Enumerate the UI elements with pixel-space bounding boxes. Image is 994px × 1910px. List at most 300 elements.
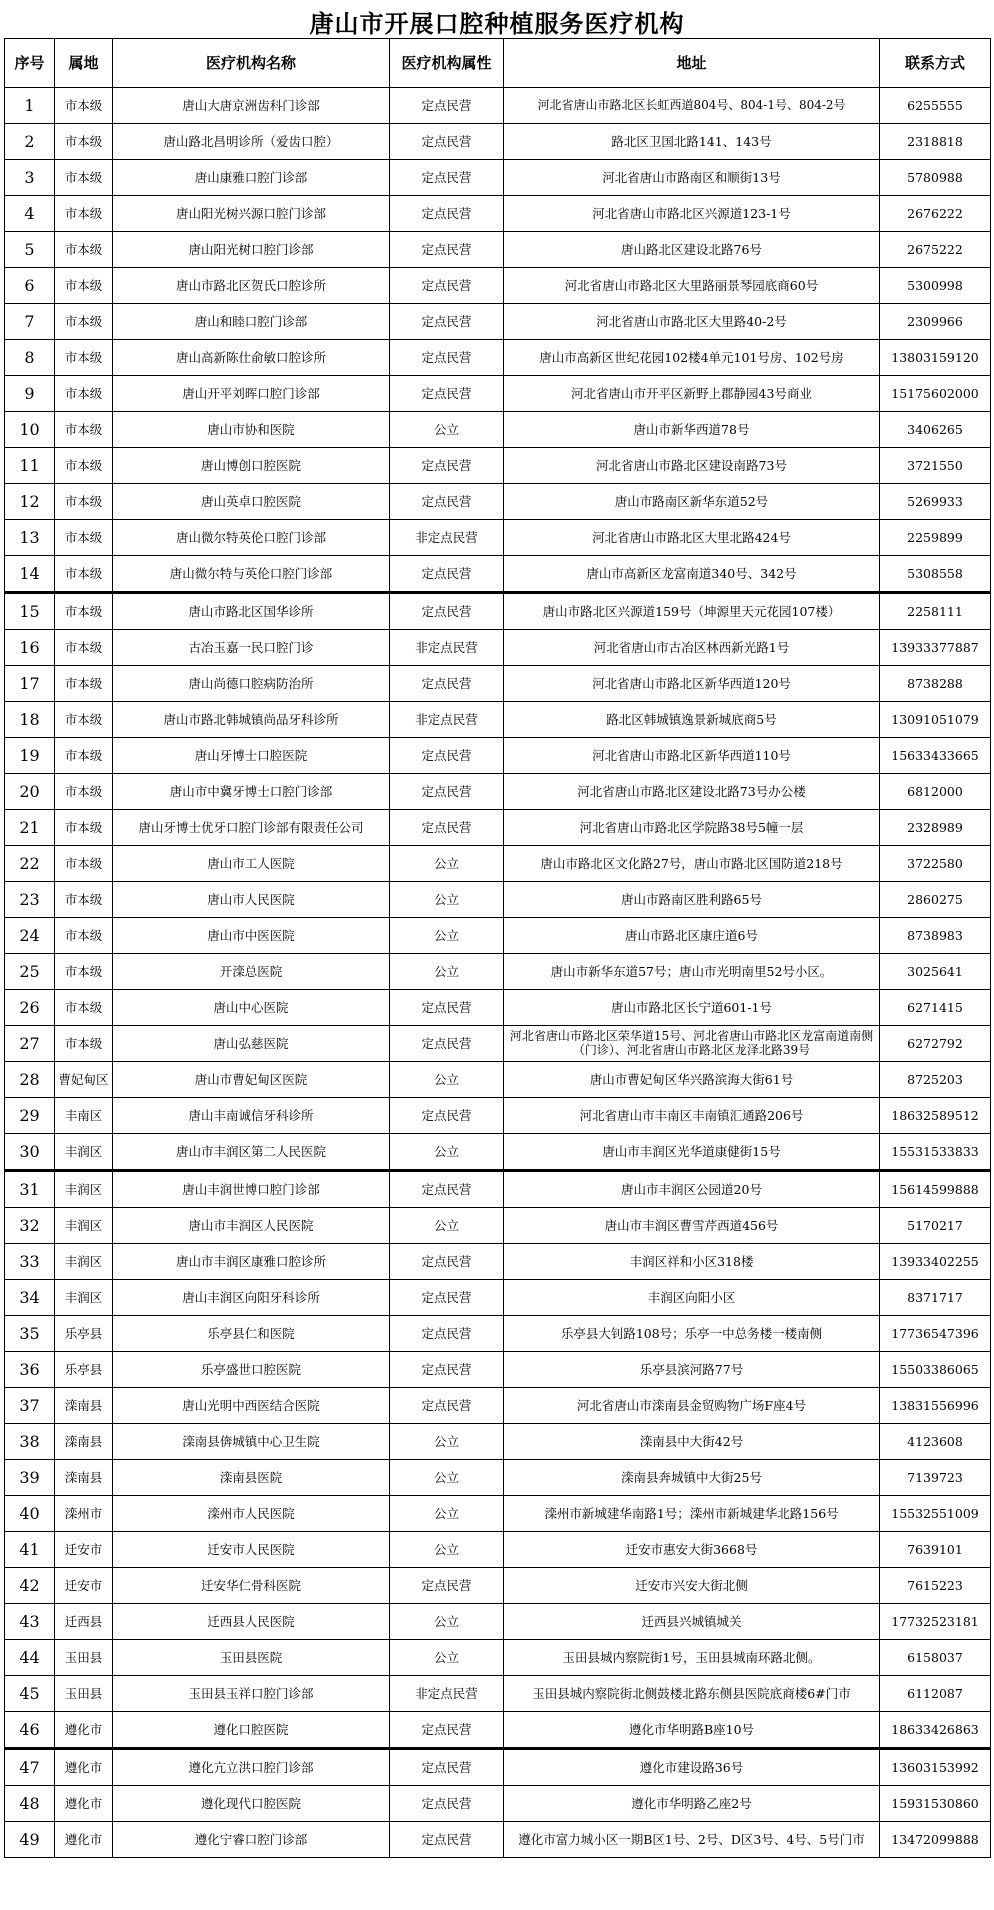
cell-contact: 6158037 xyxy=(880,1640,991,1676)
cell-no: 31 xyxy=(5,1171,55,1208)
cell-area: 丰南区 xyxy=(55,1098,113,1134)
cell-contact: 5300998 xyxy=(880,268,991,304)
cell-area: 市本级 xyxy=(55,738,113,774)
cell-contact: 6112087 xyxy=(880,1676,991,1712)
cell-type: 公立 xyxy=(390,1532,504,1568)
cell-address: 唐山市丰润区公园道20号 xyxy=(504,1171,880,1208)
cell-contact: 8738983 xyxy=(880,918,991,954)
cell-no: 18 xyxy=(5,702,55,738)
cell-contact: 17736547396 xyxy=(880,1316,991,1352)
cell-name: 古冶玉嘉一民口腔门诊 xyxy=(113,630,390,666)
cell-name: 唐山市曹妃甸区医院 xyxy=(113,1062,390,1098)
cell-no: 15 xyxy=(5,593,55,630)
cell-no: 42 xyxy=(5,1568,55,1604)
cell-name: 遵化宁睿口腔门诊部 xyxy=(113,1822,390,1858)
cell-contact: 15175602000 xyxy=(880,376,991,412)
cell-no: 2 xyxy=(5,124,55,160)
table-row xyxy=(5,1244,991,1280)
cell-name: 唐山牙博士口腔医院 xyxy=(113,738,390,774)
cell-type: 公立 xyxy=(390,1062,504,1098)
cell-area: 迁安市 xyxy=(55,1568,113,1604)
cell-contact: 3025641 xyxy=(880,954,991,990)
cell-name: 滦南县倴城镇中心卫生院 xyxy=(113,1424,390,1460)
cell-type: 定点民营 xyxy=(390,774,504,810)
cell-name: 唐山微尔特与英伦口腔门诊部 xyxy=(113,556,390,593)
cell-address: 唐山市曹妃甸区华兴路滨海大街61号 xyxy=(504,1062,880,1098)
cell-address: 遵化市华明路乙座2号 xyxy=(504,1786,880,1822)
cell-name: 唐山市中冀牙博士口腔门诊部 xyxy=(113,774,390,810)
cell-area: 滦州市 xyxy=(55,1496,113,1532)
table-row xyxy=(5,1171,991,1208)
cell-name: 唐山丰润区向阳牙科诊所 xyxy=(113,1280,390,1316)
cell-contact: 13933402255 xyxy=(880,1244,991,1280)
cell-address: 丰润区向阳小区 xyxy=(504,1280,880,1316)
cell-type: 定点民营 xyxy=(390,376,504,412)
cell-address: 唐山市丰润区光华道康健街15号 xyxy=(504,1134,880,1171)
cell-name: 唐山阳光树兴源口腔门诊部 xyxy=(113,196,390,232)
cell-no: 11 xyxy=(5,448,55,484)
cell-area: 遵化市 xyxy=(55,1712,113,1749)
table-row xyxy=(5,810,991,846)
cell-area: 市本级 xyxy=(55,702,113,738)
cell-no: 33 xyxy=(5,1244,55,1280)
cell-type: 非定点民营 xyxy=(390,630,504,666)
cell-area: 市本级 xyxy=(55,340,113,376)
cell-name: 乐亭盛世口腔医院 xyxy=(113,1352,390,1388)
cell-address: 玉田县城内察院街北侧鼓楼北路东侧县医院底商楼6#门市 xyxy=(504,1676,880,1712)
cell-name: 唐山市路北韩城镇尚品牙科诊所 xyxy=(113,702,390,738)
cell-address: 遵化市建设路36号 xyxy=(504,1749,880,1786)
cell-address: 路北区韩城镇逸景新城底商5号 xyxy=(504,702,880,738)
cell-address: 唐山市路北区文化路27号，唐山市路北区国防道218号 xyxy=(504,846,880,882)
cell-address: 河北省唐山市路北区大里路丽景琴园底商60号 xyxy=(504,268,880,304)
cell-no: 4 xyxy=(5,196,55,232)
cell-contact: 2318818 xyxy=(880,124,991,160)
header-name: 医疗机构名称 xyxy=(113,39,390,88)
cell-area: 滦南县 xyxy=(55,1424,113,1460)
cell-name: 迁安华仁骨科医院 xyxy=(113,1568,390,1604)
cell-address: 唐山市新华东道57号；唐山市光明南里52号小区。 xyxy=(504,954,880,990)
table-row xyxy=(5,160,991,196)
cell-contact: 15531533833 xyxy=(880,1134,991,1171)
cell-name: 唐山市路北区贺氏口腔诊所 xyxy=(113,268,390,304)
cell-type: 非定点民营 xyxy=(390,1676,504,1712)
cell-type: 公立 xyxy=(390,918,504,954)
cell-contact: 13803159120 xyxy=(880,340,991,376)
cell-contact: 8725203 xyxy=(880,1062,991,1098)
cell-no: 13 xyxy=(5,520,55,556)
cell-area: 遵化市 xyxy=(55,1749,113,1786)
cell-area: 市本级 xyxy=(55,196,113,232)
cell-address: 唐山市路北区兴源道159号（坤源里天元花园107楼） xyxy=(504,593,880,630)
table-row xyxy=(5,1424,991,1460)
cell-contact: 2259899 xyxy=(880,520,991,556)
cell-name: 唐山丰南诚信牙科诊所 xyxy=(113,1098,390,1134)
cell-contact: 13603153992 xyxy=(880,1749,991,1786)
cell-address: 唐山路北区建设北路76号 xyxy=(504,232,880,268)
cell-area: 市本级 xyxy=(55,520,113,556)
cell-no: 23 xyxy=(5,882,55,918)
cell-no: 3 xyxy=(5,160,55,196)
cell-type: 公立 xyxy=(390,1496,504,1532)
table-row xyxy=(5,484,991,520)
cell-contact: 8738288 xyxy=(880,666,991,702)
cell-area: 乐亭县 xyxy=(55,1316,113,1352)
cell-address: 河北省唐山市路北区学院路38号5幢一层 xyxy=(504,810,880,846)
cell-area: 曹妃甸区 xyxy=(55,1062,113,1098)
cell-no: 24 xyxy=(5,918,55,954)
cell-name: 唐山光明中西医结合医院 xyxy=(113,1388,390,1424)
cell-name: 遵化现代口腔医院 xyxy=(113,1786,390,1822)
cell-name: 唐山和睦口腔门诊部 xyxy=(113,304,390,340)
cell-area: 市本级 xyxy=(55,448,113,484)
table-row xyxy=(5,1388,991,1424)
cell-contact: 3721550 xyxy=(880,448,991,484)
table-row xyxy=(5,1676,991,1712)
cell-name: 滦州市人民医院 xyxy=(113,1496,390,1532)
cell-address: 河北省唐山市开平区新野上郡静园43号商业 xyxy=(504,376,880,412)
cell-address: 河北省唐山市路南区和顺街13号 xyxy=(504,160,880,196)
table-row xyxy=(5,1134,991,1171)
table-row xyxy=(5,448,991,484)
cell-area: 市本级 xyxy=(55,666,113,702)
cell-address: 河北省唐山市路北区大里路40-2号 xyxy=(504,304,880,340)
cell-address: 迁安市兴安大街北侧 xyxy=(504,1568,880,1604)
cell-no: 40 xyxy=(5,1496,55,1532)
cell-address: 乐亭县滨河路77号 xyxy=(504,1352,880,1388)
cell-area: 丰润区 xyxy=(55,1208,113,1244)
cell-address: 唐山市路北区康庄道6号 xyxy=(504,918,880,954)
cell-name: 唐山市人民医院 xyxy=(113,882,390,918)
cell-type: 定点民营 xyxy=(390,1388,504,1424)
cell-type: 定点民营 xyxy=(390,1316,504,1352)
cell-address: 丰润区祥和小区318楼 xyxy=(504,1244,880,1280)
cell-type: 公立 xyxy=(390,1424,504,1460)
cell-no: 17 xyxy=(5,666,55,702)
cell-no: 38 xyxy=(5,1424,55,1460)
table-row xyxy=(5,1640,991,1676)
cell-contact: 15503386065 xyxy=(880,1352,991,1388)
cell-area: 市本级 xyxy=(55,882,113,918)
cell-contact: 13472099888 xyxy=(880,1822,991,1858)
cell-contact: 6272792 xyxy=(880,1026,991,1062)
cell-contact: 7639101 xyxy=(880,1532,991,1568)
cell-type: 定点民营 xyxy=(390,232,504,268)
cell-no: 7 xyxy=(5,304,55,340)
cell-type: 定点民营 xyxy=(390,1280,504,1316)
cell-area: 市本级 xyxy=(55,990,113,1026)
header-no: 序号 xyxy=(5,39,55,88)
cell-area: 市本级 xyxy=(55,304,113,340)
cell-contact: 4123608 xyxy=(880,1424,991,1460)
cell-address: 遵化市华明路B座10号 xyxy=(504,1712,880,1749)
cell-no: 34 xyxy=(5,1280,55,1316)
cell-contact: 5170217 xyxy=(880,1208,991,1244)
cell-type: 定点民营 xyxy=(390,666,504,702)
cell-address: 唐山市路北区长宁道601-1号 xyxy=(504,990,880,1026)
table-row xyxy=(5,1026,991,1062)
table-row xyxy=(5,774,991,810)
cell-address: 河北省唐山市古冶区林西新光路1号 xyxy=(504,630,880,666)
cell-no: 16 xyxy=(5,630,55,666)
cell-contact: 13831556996 xyxy=(880,1388,991,1424)
cell-contact: 2309966 xyxy=(880,304,991,340)
cell-area: 乐亭县 xyxy=(55,1352,113,1388)
cell-name: 滦南县医院 xyxy=(113,1460,390,1496)
cell-name: 唐山牙博士优牙口腔门诊部有限责任公司 xyxy=(113,810,390,846)
cell-no: 43 xyxy=(5,1604,55,1640)
cell-area: 丰润区 xyxy=(55,1134,113,1171)
table-row xyxy=(5,88,991,124)
cell-contact: 13933377887 xyxy=(880,630,991,666)
cell-no: 28 xyxy=(5,1062,55,1098)
table-row xyxy=(5,1280,991,1316)
table-row xyxy=(5,1749,991,1786)
cell-address: 路北区卫国北路141、143号 xyxy=(504,124,880,160)
cell-type: 定点民营 xyxy=(390,448,504,484)
cell-area: 市本级 xyxy=(55,376,113,412)
cell-contact: 5780988 xyxy=(880,160,991,196)
cell-no: 5 xyxy=(5,232,55,268)
header-contact: 联系方式 xyxy=(880,39,991,88)
cell-contact: 15633433665 xyxy=(880,738,991,774)
cell-no: 36 xyxy=(5,1352,55,1388)
cell-no: 29 xyxy=(5,1098,55,1134)
cell-no: 32 xyxy=(5,1208,55,1244)
table-row xyxy=(5,1098,991,1134)
cell-name: 唐山博创口腔医院 xyxy=(113,448,390,484)
cell-name: 唐山高新陈仕俞敏口腔诊所 xyxy=(113,340,390,376)
table-row xyxy=(5,1604,991,1640)
cell-area: 丰润区 xyxy=(55,1171,113,1208)
cell-area: 市本级 xyxy=(55,630,113,666)
cell-type: 定点民营 xyxy=(390,1749,504,1786)
table-row xyxy=(5,918,991,954)
cell-name: 唐山市路北区国华诊所 xyxy=(113,593,390,630)
cell-contact: 15532551009 xyxy=(880,1496,991,1532)
cell-contact: 8371717 xyxy=(880,1280,991,1316)
cell-type: 定点民营 xyxy=(390,1244,504,1280)
cell-type: 定点民营 xyxy=(390,1822,504,1858)
cell-area: 市本级 xyxy=(55,1026,113,1062)
cell-name: 唐山微尔特英伦口腔门诊部 xyxy=(113,520,390,556)
cell-contact: 3406265 xyxy=(880,412,991,448)
cell-area: 市本级 xyxy=(55,124,113,160)
table-row xyxy=(5,666,991,702)
cell-area: 市本级 xyxy=(55,954,113,990)
cell-contact: 2676222 xyxy=(880,196,991,232)
table-row xyxy=(5,520,991,556)
table-row xyxy=(5,990,991,1026)
cell-address: 滦南县奔城镇中大街25号 xyxy=(504,1460,880,1496)
cell-type: 定点民营 xyxy=(390,990,504,1026)
cell-contact: 2258111 xyxy=(880,593,991,630)
table-row xyxy=(5,1208,991,1244)
cell-address: 迁西县兴城镇城关 xyxy=(504,1604,880,1640)
cell-address: 河北省唐山市路北区新华西道110号 xyxy=(504,738,880,774)
cell-name: 唐山弘慈医院 xyxy=(113,1026,390,1062)
cell-address: 唐山市丰润区曹雪芹西道456号 xyxy=(504,1208,880,1244)
cell-area: 市本级 xyxy=(55,774,113,810)
table-row xyxy=(5,304,991,340)
cell-name: 玉田县玉祥口腔门诊部 xyxy=(113,1676,390,1712)
cell-no: 19 xyxy=(5,738,55,774)
table-row xyxy=(5,196,991,232)
cell-name: 乐亭县仁和医院 xyxy=(113,1316,390,1352)
cell-type: 公立 xyxy=(390,1460,504,1496)
cell-name: 唐山市丰润区人民医院 xyxy=(113,1208,390,1244)
cell-no: 20 xyxy=(5,774,55,810)
cell-type: 定点民营 xyxy=(390,1098,504,1134)
cell-area: 市本级 xyxy=(55,412,113,448)
institution-table xyxy=(4,38,991,1858)
cell-name: 遵化口腔医院 xyxy=(113,1712,390,1749)
cell-name: 唐山康雅口腔门诊部 xyxy=(113,160,390,196)
cell-type: 定点民营 xyxy=(390,160,504,196)
cell-address: 河北省唐山市路北区建设北路73号办公楼 xyxy=(504,774,880,810)
cell-name: 唐山阳光树口腔门诊部 xyxy=(113,232,390,268)
table-row xyxy=(5,1712,991,1749)
header-type: 医疗机构属性 xyxy=(390,39,504,88)
table-row xyxy=(5,702,991,738)
cell-address: 河北省唐山市丰南区丰南镇汇通路206号 xyxy=(504,1098,880,1134)
cell-area: 玉田县 xyxy=(55,1676,113,1712)
table-row xyxy=(5,1352,991,1388)
cell-name: 唐山尚德口腔病防治所 xyxy=(113,666,390,702)
cell-address: 河北省唐山市路北区长虹西道804号、804-1号、804-2号 xyxy=(504,88,880,124)
table-row xyxy=(5,954,991,990)
cell-no: 21 xyxy=(5,810,55,846)
cell-type: 公立 xyxy=(390,1134,504,1171)
cell-no: 46 xyxy=(5,1712,55,1749)
cell-type: 非定点民营 xyxy=(390,702,504,738)
cell-name: 唐山丰润世博口腔门诊部 xyxy=(113,1171,390,1208)
header-area: 属地 xyxy=(55,39,113,88)
cell-area: 玉田县 xyxy=(55,1640,113,1676)
cell-address: 唐山市高新区龙富南道340号、342号 xyxy=(504,556,880,593)
cell-contact: 2860275 xyxy=(880,882,991,918)
cell-contact: 6271415 xyxy=(880,990,991,1026)
cell-area: 丰润区 xyxy=(55,1244,113,1280)
cell-type: 公立 xyxy=(390,1640,504,1676)
cell-name: 唐山中心医院 xyxy=(113,990,390,1026)
cell-contact: 5308558 xyxy=(880,556,991,593)
table-row xyxy=(5,232,991,268)
cell-contact: 2675222 xyxy=(880,232,991,268)
cell-address: 河北省唐山市路北区兴源道123-1号 xyxy=(504,196,880,232)
cell-type: 定点民营 xyxy=(390,484,504,520)
table-row xyxy=(5,593,991,630)
cell-type: 定点民营 xyxy=(390,124,504,160)
cell-address: 河北省唐山市路北区建设南路73号 xyxy=(504,448,880,484)
cell-name: 唐山大唐京洲齿科门诊部 xyxy=(113,88,390,124)
table-row xyxy=(5,846,991,882)
cell-area: 市本级 xyxy=(55,810,113,846)
table-body xyxy=(5,88,991,1858)
cell-type: 定点民营 xyxy=(390,738,504,774)
cell-type: 定点民营 xyxy=(390,268,504,304)
cell-no: 39 xyxy=(5,1460,55,1496)
cell-type: 定点民营 xyxy=(390,1568,504,1604)
cell-area: 市本级 xyxy=(55,484,113,520)
cell-name: 唐山市丰润区第二人民医院 xyxy=(113,1134,390,1171)
cell-contact: 17732523181 xyxy=(880,1604,991,1640)
cell-no: 25 xyxy=(5,954,55,990)
cell-address: 河北省唐山市路北区新华西道120号 xyxy=(504,666,880,702)
table-row xyxy=(5,630,991,666)
cell-address: 唐山市路南区胜利路65号 xyxy=(504,882,880,918)
cell-type: 公立 xyxy=(390,846,504,882)
cell-address: 唐山市新华西道78号 xyxy=(504,412,880,448)
cell-name: 遵化亢立洪口腔门诊部 xyxy=(113,1749,390,1786)
cell-no: 47 xyxy=(5,1749,55,1786)
cell-type: 公立 xyxy=(390,1208,504,1244)
cell-contact: 18633426863 xyxy=(880,1712,991,1749)
page-title: 唐山市开展口腔种植服务医疗机构 xyxy=(309,10,685,38)
cell-address: 乐亭县大钊路108号；乐亭一中总务楼一楼南侧 xyxy=(504,1316,880,1352)
cell-no: 9 xyxy=(5,376,55,412)
cell-no: 37 xyxy=(5,1388,55,1424)
table-row xyxy=(5,1316,991,1352)
cell-area: 滦南县 xyxy=(55,1388,113,1424)
cell-no: 27 xyxy=(5,1026,55,1062)
cell-type: 定点民营 xyxy=(390,1712,504,1749)
table-header-row xyxy=(5,39,991,88)
cell-name: 唐山市协和医院 xyxy=(113,412,390,448)
cell-type: 定点民营 xyxy=(390,810,504,846)
cell-address: 迁安市惠安大街3668号 xyxy=(504,1532,880,1568)
cell-name: 唐山英卓口腔医院 xyxy=(113,484,390,520)
cell-no: 41 xyxy=(5,1532,55,1568)
cell-address: 唐山市高新区世纪花园102楼4单元101号房、102号房 xyxy=(504,340,880,376)
cell-contact: 6255555 xyxy=(880,88,991,124)
cell-no: 26 xyxy=(5,990,55,1026)
cell-no: 49 xyxy=(5,1822,55,1858)
table-row xyxy=(5,412,991,448)
cell-area: 市本级 xyxy=(55,232,113,268)
cell-no: 45 xyxy=(5,1676,55,1712)
cell-contact: 2328989 xyxy=(880,810,991,846)
cell-address: 河北省唐山市滦南县金贸购物广场F座4号 xyxy=(504,1388,880,1424)
cell-contact: 6812000 xyxy=(880,774,991,810)
cell-contact: 15931530860 xyxy=(880,1786,991,1822)
cell-area: 迁西县 xyxy=(55,1604,113,1640)
cell-contact: 18632589512 xyxy=(880,1098,991,1134)
cell-name: 玉田县医院 xyxy=(113,1640,390,1676)
cell-type: 公立 xyxy=(390,1604,504,1640)
cell-area: 市本级 xyxy=(55,846,113,882)
cell-no: 6 xyxy=(5,268,55,304)
cell-name: 迁西县人民医院 xyxy=(113,1604,390,1640)
table-row xyxy=(5,268,991,304)
cell-area: 市本级 xyxy=(55,918,113,954)
cell-area: 迁安市 xyxy=(55,1532,113,1568)
cell-area: 丰润区 xyxy=(55,1280,113,1316)
cell-no: 22 xyxy=(5,846,55,882)
cell-type: 非定点民营 xyxy=(390,520,504,556)
cell-type: 定点民营 xyxy=(390,340,504,376)
cell-address: 遵化市富力城小区一期B区1号、2号、D区3号、4号、5号门市 xyxy=(504,1822,880,1858)
cell-name: 唐山路北昌明诊所（爱齿口腔） xyxy=(113,124,390,160)
cell-area: 市本级 xyxy=(55,88,113,124)
cell-area: 市本级 xyxy=(55,556,113,593)
cell-no: 30 xyxy=(5,1134,55,1171)
table-row xyxy=(5,124,991,160)
cell-name: 唐山市丰润区康雅口腔诊所 xyxy=(113,1244,390,1280)
cell-type: 公立 xyxy=(390,954,504,990)
table-row xyxy=(5,1822,991,1858)
cell-type: 定点民营 xyxy=(390,304,504,340)
